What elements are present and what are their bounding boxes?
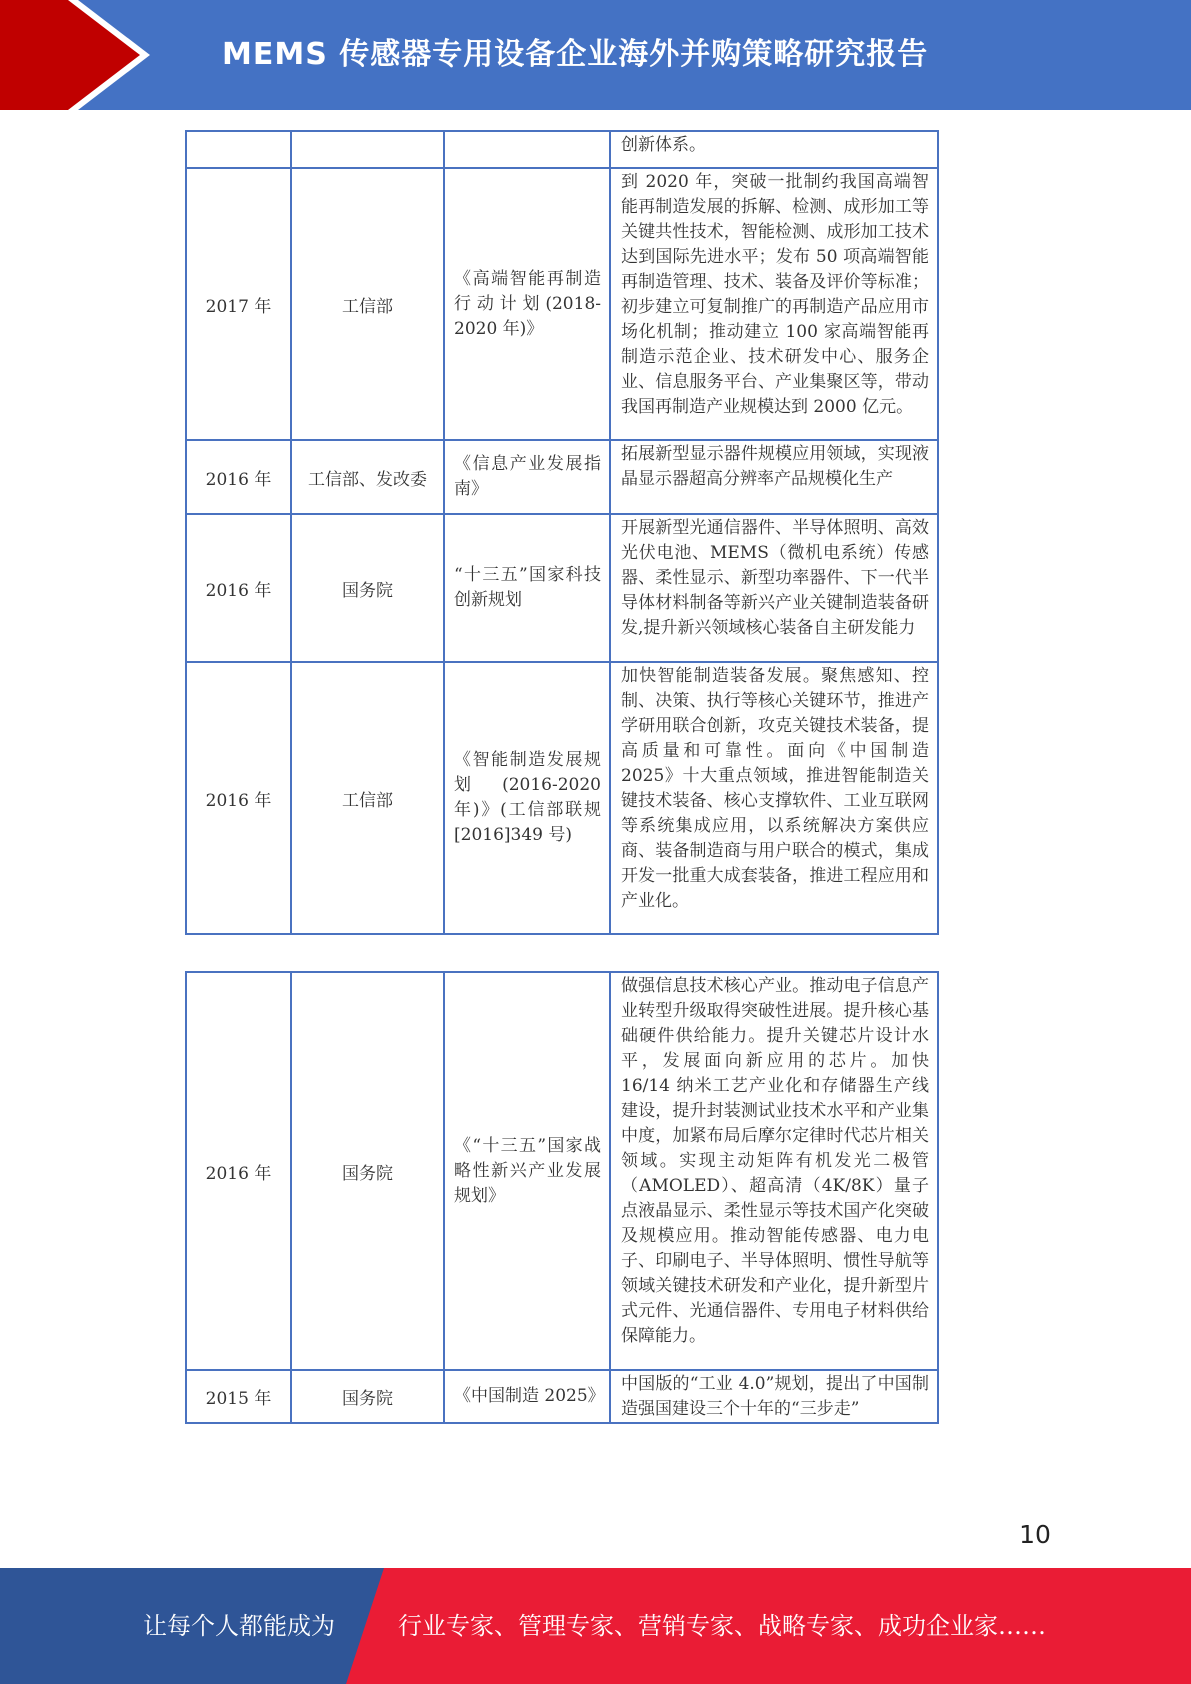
page-number: 10 bbox=[1019, 1520, 1051, 1549]
year-cell: 2016 年 bbox=[186, 662, 291, 934]
table-row bbox=[186, 514, 938, 662]
year-cell: 2015 年 bbox=[186, 1370, 291, 1423]
footer-slogan-right: 行业专家、管理专家、营销专家、战略专家、成功企业家…… bbox=[398, 1612, 1046, 1640]
year-cell: 2016 年 bbox=[186, 514, 291, 662]
table-row bbox=[186, 662, 938, 934]
year-cell: 2016 年 bbox=[186, 440, 291, 514]
description-cell: 到 2020 年，突破一批制约我国高端智能再制造发展的拆解、检测、成形加工等关键共性技术，智能检测、成形加工技术达到国际先进水平；发布 50 项高端智能再制造管理、技术、装备及评价等标准；初步建立可复制推广的再制造产品应用市场化机制；推动建立 100 家高端智能再制造示范企业、技术研发中心、服务企业、信息服务平台、产业集聚区等，带动我国再制造产业规模达到 2000 亿元。 bbox=[610, 168, 938, 440]
department-cell: 国务院 bbox=[291, 514, 444, 662]
department-cell: 国务院 bbox=[291, 972, 444, 1370]
policy-table-2 bbox=[185, 971, 939, 1424]
department-cell: 工信部 bbox=[291, 168, 444, 440]
description-cell: 拓展新型显示器件规模应用领域，实现液晶显示器超高分辨率产品规模化生产 bbox=[610, 440, 938, 514]
year-cell: 2017 年 bbox=[186, 168, 291, 440]
document-cell: 《信息产业发展指南》 bbox=[444, 440, 610, 514]
table-row bbox=[186, 440, 938, 514]
description-cell: 加快智能制造装备发展。聚焦感知、控制、决策、执行等核心关键环节，推进产学研用联合创新，攻克关键技术装备，提高质量和可靠性。面向《中国制造 2025》十大重点领域，推进智能制造关键技术装备、核心支撑软件、工业互联网等系统集成应用，以系统解决方案供应商、装备制造商与用户联合的模式，集成开发一批重大成套装备，推进工程应用和产业化。 bbox=[610, 662, 938, 934]
document-cell: 《“十三五”国家战略性新兴产业发展规划》 bbox=[444, 972, 610, 1370]
description-cell: 创新体系。 bbox=[610, 131, 938, 168]
department-cell bbox=[291, 131, 444, 168]
table-row bbox=[186, 1370, 938, 1423]
table-row bbox=[186, 131, 938, 168]
footer-slogan-left: 让每个人都能成为 bbox=[143, 1612, 335, 1640]
table-row bbox=[186, 972, 938, 1370]
description-cell: 开展新型光通信器件、半导体照明、高效光伏电池、MEMS（微机电系统）传感器、柔性显示、新型功率器件、下一代半导体材料制备等新兴产业关键制造装备研发,提升新兴领域核心装备自主研发能力 bbox=[610, 514, 938, 662]
page-footer bbox=[0, 1568, 1191, 1684]
year-cell: 2016 年 bbox=[186, 972, 291, 1370]
policy-table-1 bbox=[185, 130, 939, 935]
department-cell: 工信部、发改委 bbox=[291, 440, 444, 514]
report-title: MEMS 传感器专用设备企业海外并购策略研究报告 bbox=[222, 37, 929, 72]
document-cell bbox=[444, 131, 610, 168]
year-cell bbox=[186, 131, 291, 168]
header-chevron-logo bbox=[0, 0, 140, 110]
department-cell: 国务院 bbox=[291, 1370, 444, 1423]
description-cell: 中国版的“工业 4.0”规划，提出了中国制造强国建设三个十年的“三步走” bbox=[610, 1370, 938, 1423]
document-cell: “十三五”国家科技创新规划 bbox=[444, 514, 610, 662]
description-cell: 做强信息技术核心产业。推动电子信息产业转型升级取得突破性进展。提升核心基础硬件供给能力。提升关键芯片设计水平，发展面向新应用的芯片。加快 16/14 纳米工艺产业化和存储器生产线建设，提升封装测试业技术水平和产业集中度，加紧布局后摩尔定律时代芯片相关领域。实现主动矩阵有机发光二极管（AMOLED）、超高清（4K/8K）量子点液晶显示、柔性显示等技术国产化突破及规模应用。推动智能传感器、电力电子、印刷电子、半导体照明、惯性导航等领域关键技术研发和产业化，提升新型片式元件、光通信器件、专用电子材料供给保障能力。 bbox=[610, 972, 938, 1370]
document-cell: 《中国制造 2025》 bbox=[444, 1370, 610, 1423]
department-cell: 工信部 bbox=[291, 662, 444, 934]
document-cell: 《高端智能再制造行动计划(2018-2020 年)》 bbox=[444, 168, 610, 440]
page-header bbox=[0, 0, 1191, 110]
document-cell: 《智能制造发展规划(2016-2020年)》(工信部联规[2016]349 号) bbox=[444, 662, 610, 934]
table-row bbox=[186, 168, 938, 440]
